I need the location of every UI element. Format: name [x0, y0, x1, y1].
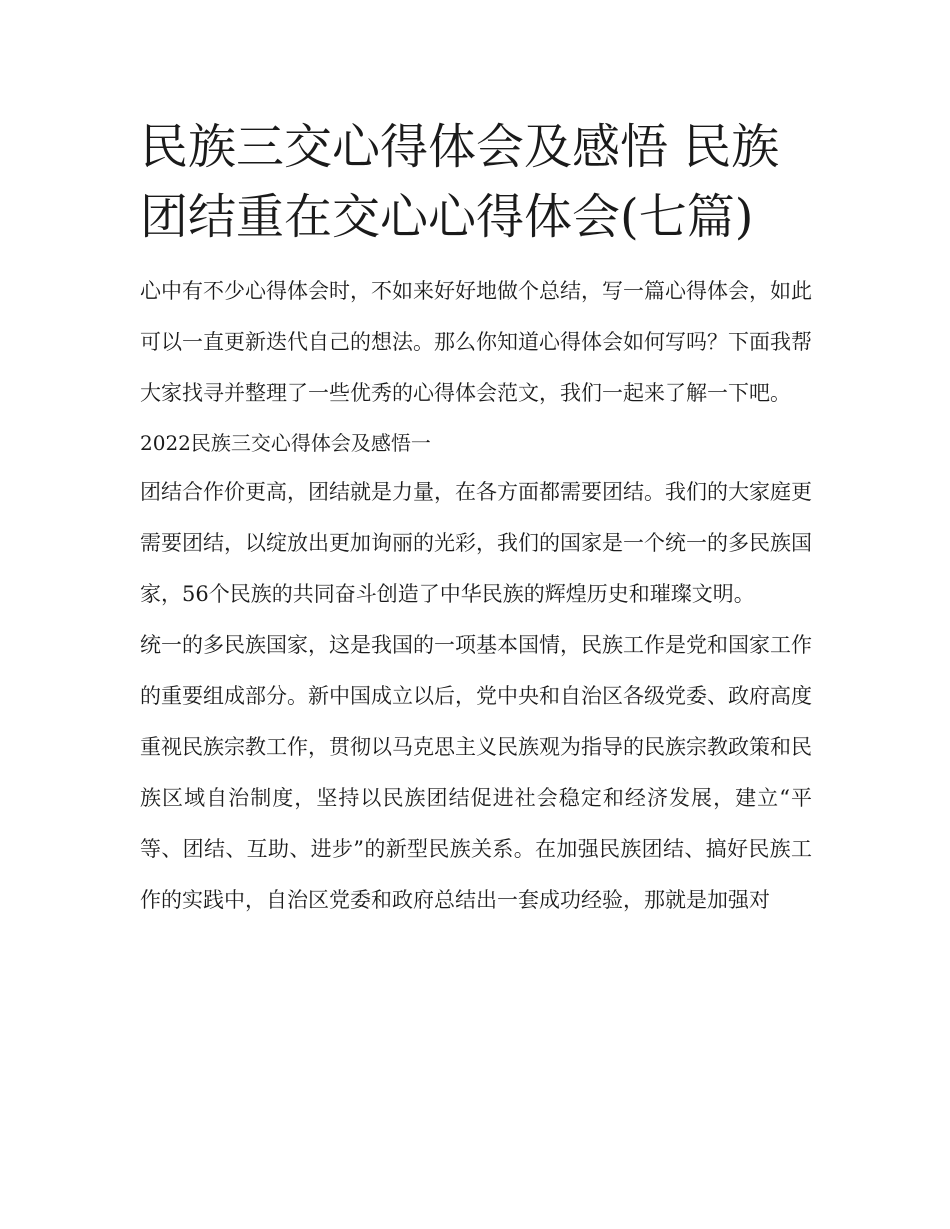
- document-page: [140, 112, 812, 926]
- section-heading: 2022民族三交心得体会及感悟一: [140, 431, 431, 455]
- intro-paragraph: 心中有不少心得体会时，不如来好好地做个总结，写一篇心得体会，如此可以一直更新迭代自己的想法。那么你知道心得体会如何写吗？下面我帮大家找寻并整理了一些优秀的心得体会范文，我们一起来了解一下吧。: [140, 279, 812, 405]
- document-title: 民族三交心得体会及感悟 民族团结重在交心心得体会(七篇): [140, 119, 780, 245]
- body-paragraph: 统一的多民族国家，这是我国的一项基本国情，民族工作是党和国家工作的重要组成部分。新中国成立以后，党中央和自治区各级党委、政府高度重视民族宗教工作，贯彻以马克思主义民族观为指导的民族宗教政策和民族区域自治制度，坚持以民族团结促进社会稳定和经济发展，建立“平等、团结、互助、进步”的新型民族关系。在加强民族团结、搞好民族工作的实践中，自治区党委和政府总结出一套成功经验，那就是加强对: [140, 633, 812, 912]
- document-body: [140, 266, 812, 926]
- body-paragraph: 团结合作价更高，团结就是力量，在各方面都需要团结。我们的大家庭更需要团结，以绽放出更加询丽的光彩，我们的国家是一个统一的多民族国家，56个民族的共同奋斗创造了中华民族的辉煌历史和璀璨文明。: [140, 480, 812, 606]
